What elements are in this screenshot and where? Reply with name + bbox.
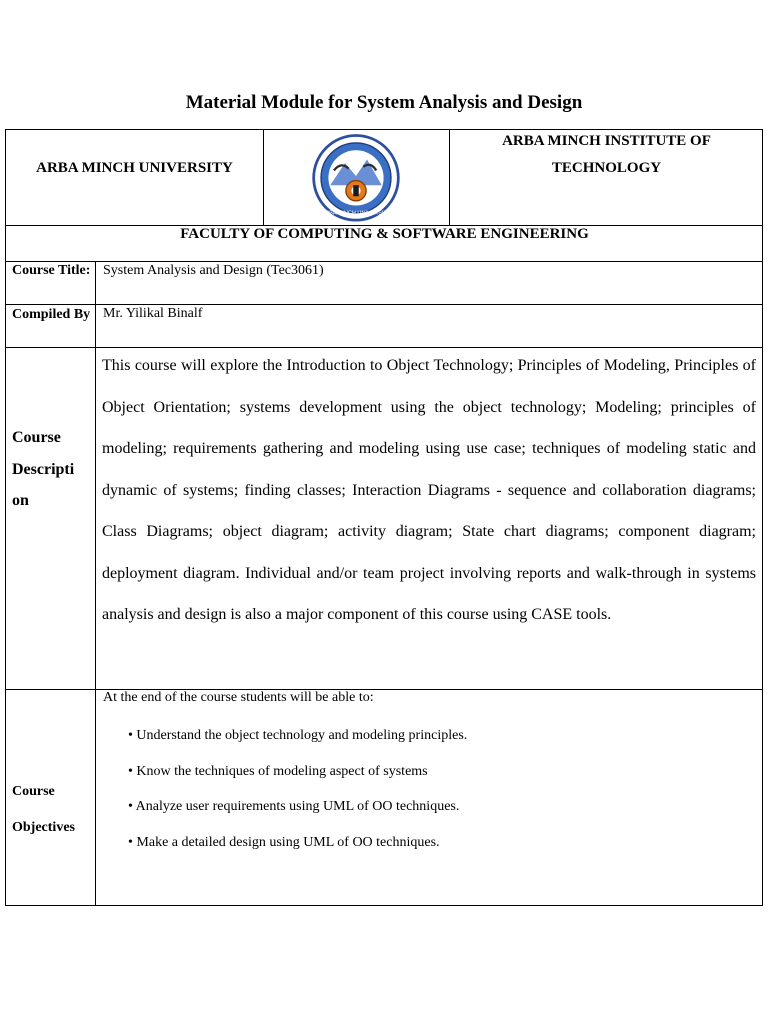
compiled-by-label: Compiled By bbox=[12, 307, 91, 322]
university-name: ARBA MINCH UNIVERSITY bbox=[36, 160, 233, 176]
objective-item: • Analyze user requirements using UML of OO techniques. bbox=[128, 799, 460, 814]
table-column-divider bbox=[95, 261, 96, 906]
university-logo bbox=[310, 130, 402, 222]
table-column-divider bbox=[263, 129, 264, 225]
course-objectives-intro: At the end of the course students will be able to: bbox=[103, 690, 374, 705]
table-row-divider bbox=[5, 304, 763, 305]
course-description-label: Course Descripti on bbox=[12, 429, 75, 509]
objective-item: • Know the techniques of modeling aspect of systems bbox=[128, 763, 428, 779]
objective-item: • Understand the object technology and modeling principles. bbox=[128, 728, 468, 743]
course-title-value: System Analysis and Design (Tec3061) bbox=[103, 263, 324, 278]
course-title-label: Course Title: bbox=[12, 263, 91, 278]
logo-lettering: ARBA MINCH UNIVERSITY bbox=[321, 210, 391, 217]
course-objectives-label: Course Objectives bbox=[12, 784, 75, 835]
faculty-name: FACULTY OF COMPUTING & SOFTWARE ENGINEERING bbox=[180, 226, 589, 242]
institute-name: ARBA MINCH INSTITUTE OF TECHNOLOGY bbox=[502, 133, 711, 176]
document-title: Material Module for System Analysis and Design bbox=[185, 92, 583, 113]
compiled-by-value: Mr. Yilikal Binalf bbox=[103, 306, 203, 321]
objectives-list bbox=[128, 726, 467, 868]
table-row-divider bbox=[5, 261, 763, 262]
course-description-text: This course will explore the Introduction to Object Technology; Principles of Modeling, Principles of Object Orientation; systems development using the object technology; Modeling; principles of modeling; requirements gathering and modeling using use case; techniques of modeling static and dynamic of systems; finding classes; Interaction Diagrams - sequence and collaboration diagrams; Class Diagrams; object diagram; activity diagram; State chart diagrams; component diagram; deployment diagram. Individual and/or team project involving reports and walk-through in systems analysis and design is also a major component of this course using CASE tools. bbox=[102, 357, 756, 623]
objective-item: • Make a detailed design using UML of OO techniques. bbox=[128, 834, 440, 850]
